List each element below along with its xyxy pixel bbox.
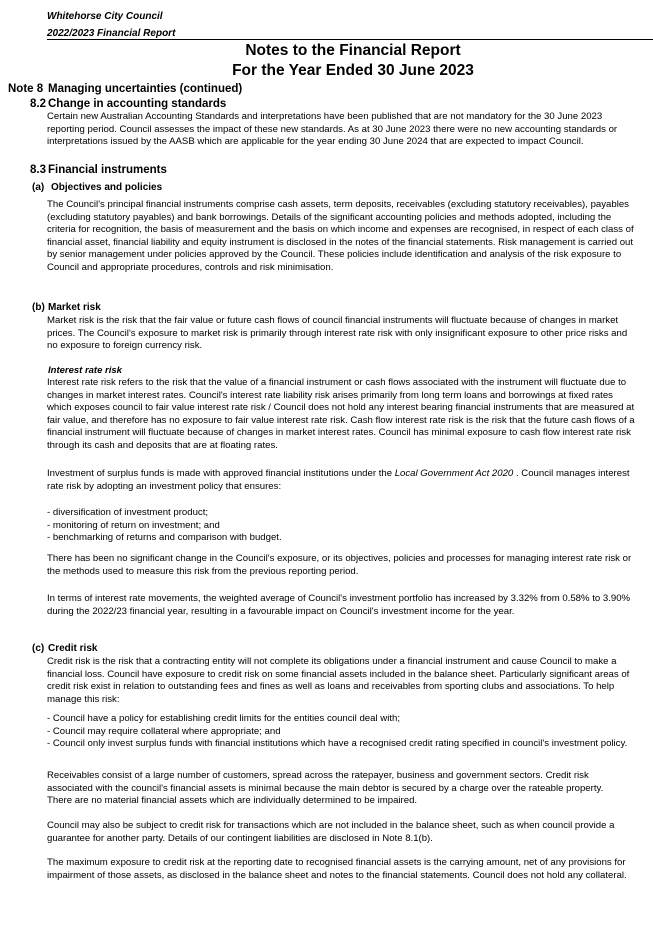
body-line: There has been no significant change in the Council's exposure, or its objectives, policies and processes for managing interest rate risk or: [47, 553, 632, 564]
body-line: Interest rate risk refers to the risk that the value of a financial instrument or cash flows associated with the instrument will fluctuate due to: [47, 377, 627, 388]
receivables-body: [47, 770, 603, 808]
body-line: interpretations issued by the AASB which are applicable for the year ending 30 June 2024 that are expected to impact Council.: [47, 136, 584, 148]
page-subtitle: For the Year Ended 30 June 2023: [232, 62, 474, 79]
body-line: Council may also be subject to credit risk for transactions which are not included in the balance sheet, such as when council provide a: [47, 820, 615, 831]
body-line: financial instrument will fluctuate because of changes in market interest rates. Council has minimal exposure to cash flow interest rate risk: [47, 427, 631, 439]
body-line: during the 2022/23 financial year, resulting in a favourable impact on Council's investment income for the year.: [47, 605, 515, 617]
subsection-a-label: (a): [32, 182, 45, 193]
body-line: which exposes council to fair value interest rate risk / Council does not hold any interest bearing financial instruments that are measured at: [47, 402, 635, 414]
list-item: - Council have a policy for establishing credit limits for the entities council deal with;: [47, 713, 401, 724]
body-line: criteria for recognition, the basis of measurement and the basis on which income and expenses are recognised, in respect of each class of: [47, 224, 634, 236]
body-line: (excluding statutory payables) and bank borrowings. Details of the significant accounting policies and methods adopted, including the: [47, 211, 612, 223]
credit-risk-body: [47, 656, 629, 706]
list-item: - benchmarking of returns and comparison with budget.: [47, 532, 282, 544]
body-line: [47, 468, 630, 481]
act-name: Local Government Act 2020: [394, 468, 514, 479]
body-line: credit risk exist in relation to outstanding fees and fines as well as loans and receivables from sporting clubs and associations. To help: [47, 681, 615, 693]
body-line: through its cash and deposits that are at floating rates.: [47, 439, 278, 451]
subsection-b-title: Market risk: [48, 302, 101, 313]
subsection-c-label: (c): [32, 643, 45, 654]
body-line: The maximum exposure to credit risk at the reporting date to recognised financial assets is the carrying amount, net of any provisions for: [47, 857, 626, 868]
body-line: the methods used to measure this risk from the previous reporting period.: [47, 565, 359, 577]
note-title: Managing uncertainties (continued): [48, 83, 243, 95]
body-line: rate risk by adopting an investment policy that ensures:: [47, 480, 282, 492]
body-line: no exposure to foreign currency risk.: [47, 340, 203, 352]
list-item: - Council only invest surplus funds with financial institutions which have a recognised credit rating specified in council's investment policy.: [47, 738, 628, 750]
header-rule: [47, 39, 653, 40]
body-line: Credit risk is the risk that a contracting entity will not complete its obligations under a financial instrument and cause Council to make a: [47, 656, 617, 667]
guarantee-body: [47, 820, 614, 845]
body-line: There are no material financial assets which are individually determined to be impaired.: [47, 795, 418, 807]
list-item: - diversification of investment product;: [47, 507, 209, 518]
body-line: by senior management under policies approved by the Council. These policies include identification and analysis of the risk exposure to: [47, 249, 622, 261]
interest-rate-risk-title: Interest rate risk: [48, 365, 122, 376]
interest-rate-risk-body: [47, 377, 635, 453]
investment-text-post: . Council manages interest: [513, 468, 630, 479]
body-line: Certain new Australian Accounting Standards and interpretations have been published that are not mandatory for the 30 June 2023: [47, 111, 603, 122]
market-risk-body: [47, 315, 627, 353]
body-line: prices. The Council's exposure to market risk is primarily through interest rate risk with only insignificant exposure to other price risks and: [47, 327, 628, 339]
body-line: financial loss. Council have exposure to credit risk on some financial assets included in the balance sheet. Particularly significant areas of: [47, 668, 630, 680]
subsection-c-title: Credit risk: [48, 643, 98, 654]
body-line: associated with the council's financial assets is minimal because the main debtor is secured by a charge over the rateable property.: [47, 782, 604, 794]
investment-text-pre: Investment of surplus funds is made with approved financial institutions under the: [47, 468, 395, 479]
list-item: - monitoring of return on investment; and: [47, 519, 220, 531]
body-line: impairment of those assets, as disclosed in the balance sheet and notes to the financial statements. Council does not hold any collateral.: [47, 869, 627, 881]
max-exposure-body: [47, 857, 627, 882]
body-line: guarantee for another party. Details of our contingent liabilities are disclosed in Note 8.1(b).: [47, 832, 433, 844]
body-line: Market risk is the risk that the fair value or future cash flows of council financial instruments will fluctuate because of changes in market: [47, 315, 619, 326]
note-number: Note 8: [8, 83, 44, 95]
rate-movement-body: [47, 593, 630, 618]
subsection-a-title: Objectives and policies: [51, 182, 163, 193]
section-8-3-title: Financial instruments: [48, 164, 167, 176]
body-line: In terms of interest rate movements, the weighted average of Council's investment portfolio has increased by 3.32% from 0.58% to 3.90%: [47, 593, 631, 604]
body-line: Receivables consist of a large number of customers, spread across the ratepayer, business and government sectors. Credit risk: [47, 770, 589, 781]
list-item: - Council may require collateral where appropriate; and: [47, 725, 281, 737]
body-line: manage this risk:: [47, 693, 120, 705]
no-change-body: [47, 553, 631, 578]
body-line: fair value, and therefore has no exposure to fair value interest rate risk. Cash flow interest rate risk is the risk that the future cash flows of a: [47, 414, 635, 426]
section-8-2-body: [47, 111, 617, 149]
investment-body: [47, 468, 630, 493]
page-title: Notes to the Financial Report: [245, 42, 461, 59]
subsection-b-label: (b): [32, 302, 45, 313]
body-line: The Council's principal financial instruments comprise cash assets, term deposits, receivables (excluding statutory receivables), payables: [47, 199, 629, 210]
header-report: 2022/2023 Financial Report: [47, 28, 176, 39]
section-8-2-number: 8.2: [30, 98, 46, 110]
objectives-body: [47, 199, 634, 275]
header-council: Whitehorse City Council: [47, 11, 163, 22]
credit-risk-list: [47, 713, 627, 751]
body-line: financial asset, financial liability and equity instrument is disclosed in the notes of the financial statements. Risk management is carried out: [47, 236, 634, 248]
body-line: changes in market interest rates. Council's interest rate liability risk arises primarily from long term loans and borrowings at fixed rates: [47, 389, 613, 401]
section-8-2-title: Change in accounting standards: [48, 98, 227, 110]
investment-policy-list: [47, 507, 282, 545]
body-line: reporting period. Council assesses the impact of these new standards. As at 30 June 2023 there were no new accounting standards or: [47, 123, 618, 135]
section-8-3-number: 8.3: [30, 164, 46, 176]
body-line: Council and appropriate procedures, controls and risk minimisation.: [47, 261, 334, 273]
